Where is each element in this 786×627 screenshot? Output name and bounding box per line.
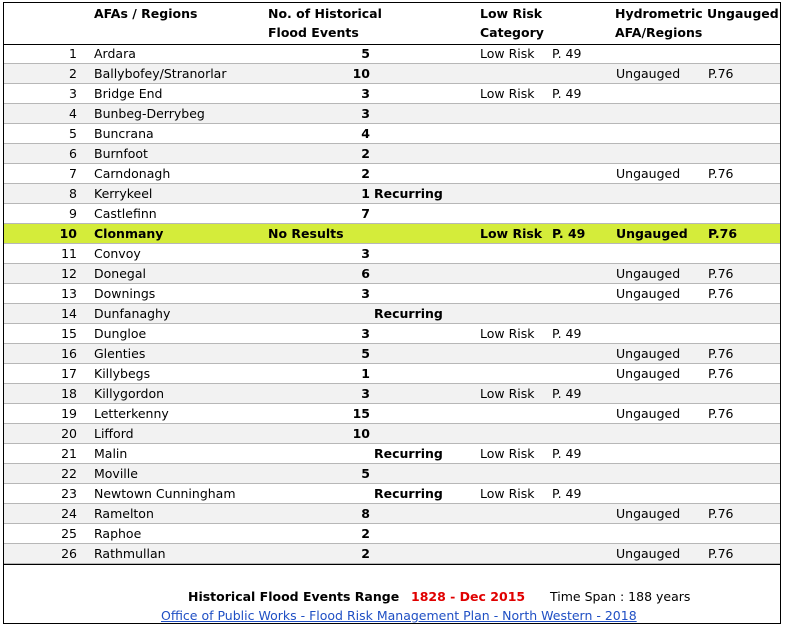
flood-event-count: 5 xyxy=(361,466,370,481)
ungauged-label: Ungauged xyxy=(616,346,681,361)
flood-event-count: 4 xyxy=(361,126,370,141)
ungauged-label: Ungauged xyxy=(616,266,681,281)
region-name: Clonmany xyxy=(94,226,164,241)
flood-event-count: 1 xyxy=(361,366,370,381)
table-row xyxy=(4,84,780,104)
row-number: 25 xyxy=(61,526,77,541)
ungauged-page: P.76 xyxy=(708,366,734,381)
table-row xyxy=(4,44,780,64)
row-number: 15 xyxy=(61,326,77,341)
ungauged-label: Ungauged xyxy=(616,166,681,181)
table-row xyxy=(4,364,780,384)
table-row xyxy=(4,124,780,144)
table-row xyxy=(4,184,780,204)
flood-event-count: 3 xyxy=(361,246,370,261)
recurring-label: Recurring xyxy=(374,186,443,201)
recurring-label: Recurring xyxy=(374,486,443,501)
table-row xyxy=(4,164,780,184)
row-number: 9 xyxy=(69,206,77,221)
row-number: 14 xyxy=(61,306,77,321)
row-number: 3 xyxy=(69,86,77,101)
row-number: 22 xyxy=(61,466,77,481)
region-name: Kerrykeel xyxy=(94,186,153,201)
region-name: Bunbeg-Derrybeg xyxy=(94,106,205,121)
recurring-label: Recurring xyxy=(374,446,443,461)
ungauged-label: Ungauged xyxy=(616,546,681,561)
flood-event-count: 1 xyxy=(361,186,370,201)
ungauged-label: Ungauged xyxy=(616,286,681,301)
table-row xyxy=(4,264,780,284)
low-risk-page: P. 49 xyxy=(552,486,582,501)
region-name: Donegal xyxy=(94,266,146,281)
ungauged-page: P.76 xyxy=(708,166,734,181)
row-number: 8 xyxy=(69,186,77,201)
table-row xyxy=(4,504,780,524)
table-row-highlighted xyxy=(4,224,780,244)
region-name: Burnfoot xyxy=(94,146,148,161)
flood-event-count: 10 xyxy=(352,426,370,441)
flood-events-table xyxy=(3,2,781,624)
row-number: 13 xyxy=(61,286,77,301)
flood-event-count: 7 xyxy=(361,206,370,221)
table-row xyxy=(4,304,780,324)
header-low-risk-line1: Low Risk xyxy=(480,6,543,21)
table-header xyxy=(4,3,780,45)
region-name: Killybegs xyxy=(94,366,151,381)
range-value: 1828 - Dec 2015 xyxy=(411,589,526,604)
region-name: Lifford xyxy=(94,426,134,441)
header-low-risk-line2: Category xyxy=(480,25,544,40)
low-risk-label: Low Risk xyxy=(480,446,535,461)
row-number: 21 xyxy=(61,446,77,461)
region-name: Dungloe xyxy=(94,326,147,341)
region-name: Newtown Cunningham xyxy=(94,486,236,501)
region-name: Killygordon xyxy=(94,386,165,401)
low-risk-page: P. 49 xyxy=(552,326,582,341)
table-row xyxy=(4,384,780,404)
ungauged-label: Ungauged xyxy=(616,226,688,241)
region-name: Dunfanaghy xyxy=(94,306,171,321)
recurring-label: Recurring xyxy=(374,306,443,321)
header-ungauged-line2: AFA/Regions xyxy=(615,25,703,40)
flood-event-count: 10 xyxy=(352,66,370,81)
table-row xyxy=(4,244,780,264)
row-number: 17 xyxy=(61,366,77,381)
flood-event-count: 6 xyxy=(361,266,370,281)
low-risk-label: Low Risk xyxy=(480,86,535,101)
row-number: 23 xyxy=(61,486,77,501)
low-risk-page: P. 49 xyxy=(552,446,582,461)
low-risk-page: P. 49 xyxy=(552,46,582,61)
table-row xyxy=(4,544,780,564)
flood-event-count: 2 xyxy=(361,546,370,561)
table-body xyxy=(4,44,780,564)
ungauged-page: P.76 xyxy=(708,546,734,561)
time-span: Time Span : 188 years xyxy=(550,589,691,604)
flood-event-count: 2 xyxy=(361,166,370,181)
low-risk-label: Low Risk xyxy=(480,326,535,341)
low-risk-label: Low Risk xyxy=(480,226,543,241)
table-footer xyxy=(4,564,780,625)
flood-event-count: 3 xyxy=(361,86,370,101)
region-name: Downings xyxy=(94,286,156,301)
table-row xyxy=(4,344,780,364)
source-link[interactable]: Office of Public Works - Flood Risk Management Plan - North Western - 2018 xyxy=(161,608,637,623)
region-name: Moville xyxy=(94,466,138,481)
flood-event-count: 3 xyxy=(361,286,370,301)
row-number: 4 xyxy=(69,106,77,121)
row-number: 6 xyxy=(69,146,77,161)
flood-event-count: 2 xyxy=(361,526,370,541)
header-events-line1: No. of Historical xyxy=(268,6,382,21)
region-name: Raphoe xyxy=(94,526,142,541)
row-number: 1 xyxy=(69,46,77,61)
row-number: 10 xyxy=(59,226,77,241)
ungauged-page: P.76 xyxy=(708,286,734,301)
table-row xyxy=(4,444,780,464)
region-name: Ballybofey/Stranorlar xyxy=(94,66,227,81)
header-regions: AFAs / Regions xyxy=(94,6,198,21)
ungauged-label: Ungauged xyxy=(616,406,681,421)
row-number: 26 xyxy=(61,546,77,561)
region-name: Rathmullan xyxy=(94,546,166,561)
row-number: 20 xyxy=(61,426,77,441)
header-ungauged-line1: Hydrometric Ungauged xyxy=(615,6,779,21)
ungauged-page: P.76 xyxy=(708,406,734,421)
row-number: 19 xyxy=(61,406,77,421)
low-risk-page: P. 49 xyxy=(552,226,586,241)
table-row xyxy=(4,424,780,444)
row-number: 18 xyxy=(61,386,77,401)
table-row xyxy=(4,524,780,544)
low-risk-page: P. 49 xyxy=(552,86,582,101)
flood-event-count: 3 xyxy=(361,106,370,121)
region-name: Glenties xyxy=(94,346,146,361)
region-name: Buncrana xyxy=(94,126,154,141)
table-row xyxy=(4,404,780,424)
ungauged-label: Ungauged xyxy=(616,366,681,381)
table-row xyxy=(4,484,780,504)
region-name: Carndonagh xyxy=(94,166,171,181)
flood-event-count: 3 xyxy=(361,326,370,341)
no-results-label: No Results xyxy=(268,226,344,241)
table-row xyxy=(4,324,780,344)
ungauged-label: Ungauged xyxy=(616,506,681,521)
flood-event-count: 2 xyxy=(361,146,370,161)
table-row xyxy=(4,144,780,164)
flood-event-count: 5 xyxy=(361,46,370,61)
low-risk-label: Low Risk xyxy=(480,46,535,61)
table-row xyxy=(4,204,780,224)
region-name: Malin xyxy=(94,446,128,461)
region-name: Castlefinn xyxy=(94,206,157,221)
table-row xyxy=(4,64,780,84)
low-risk-label: Low Risk xyxy=(480,386,535,401)
low-risk-label: Low Risk xyxy=(480,486,535,501)
row-number: 7 xyxy=(69,166,77,181)
row-number: 11 xyxy=(61,246,77,261)
table-row xyxy=(4,464,780,484)
flood-event-count: 3 xyxy=(361,386,370,401)
header-events-line2: Flood Events xyxy=(268,25,359,40)
flood-event-count: 5 xyxy=(361,346,370,361)
row-number: 16 xyxy=(61,346,77,361)
low-risk-page: P. 49 xyxy=(552,386,582,401)
ungauged-page: P.76 xyxy=(708,346,734,361)
ungauged-page: P.76 xyxy=(708,226,738,241)
region-name: Letterkenny xyxy=(94,406,169,421)
ungauged-page: P.76 xyxy=(708,506,734,521)
region-name: Ramelton xyxy=(94,506,154,521)
row-number: 2 xyxy=(69,66,77,81)
row-number: 5 xyxy=(69,126,77,141)
region-name: Convoy xyxy=(94,246,141,261)
flood-event-count: 8 xyxy=(361,506,370,521)
table-row xyxy=(4,104,780,124)
ungauged-page: P.76 xyxy=(708,66,734,81)
region-name: Ardara xyxy=(94,46,136,61)
row-number: 24 xyxy=(61,506,77,521)
region-name: Bridge End xyxy=(94,86,163,101)
flood-event-count: 15 xyxy=(352,406,370,421)
ungauged-page: P.76 xyxy=(708,266,734,281)
table-row xyxy=(4,284,780,304)
row-number: 12 xyxy=(61,266,77,281)
ungauged-label: Ungauged xyxy=(616,66,681,81)
range-label: Historical Flood Events Range xyxy=(188,589,400,604)
